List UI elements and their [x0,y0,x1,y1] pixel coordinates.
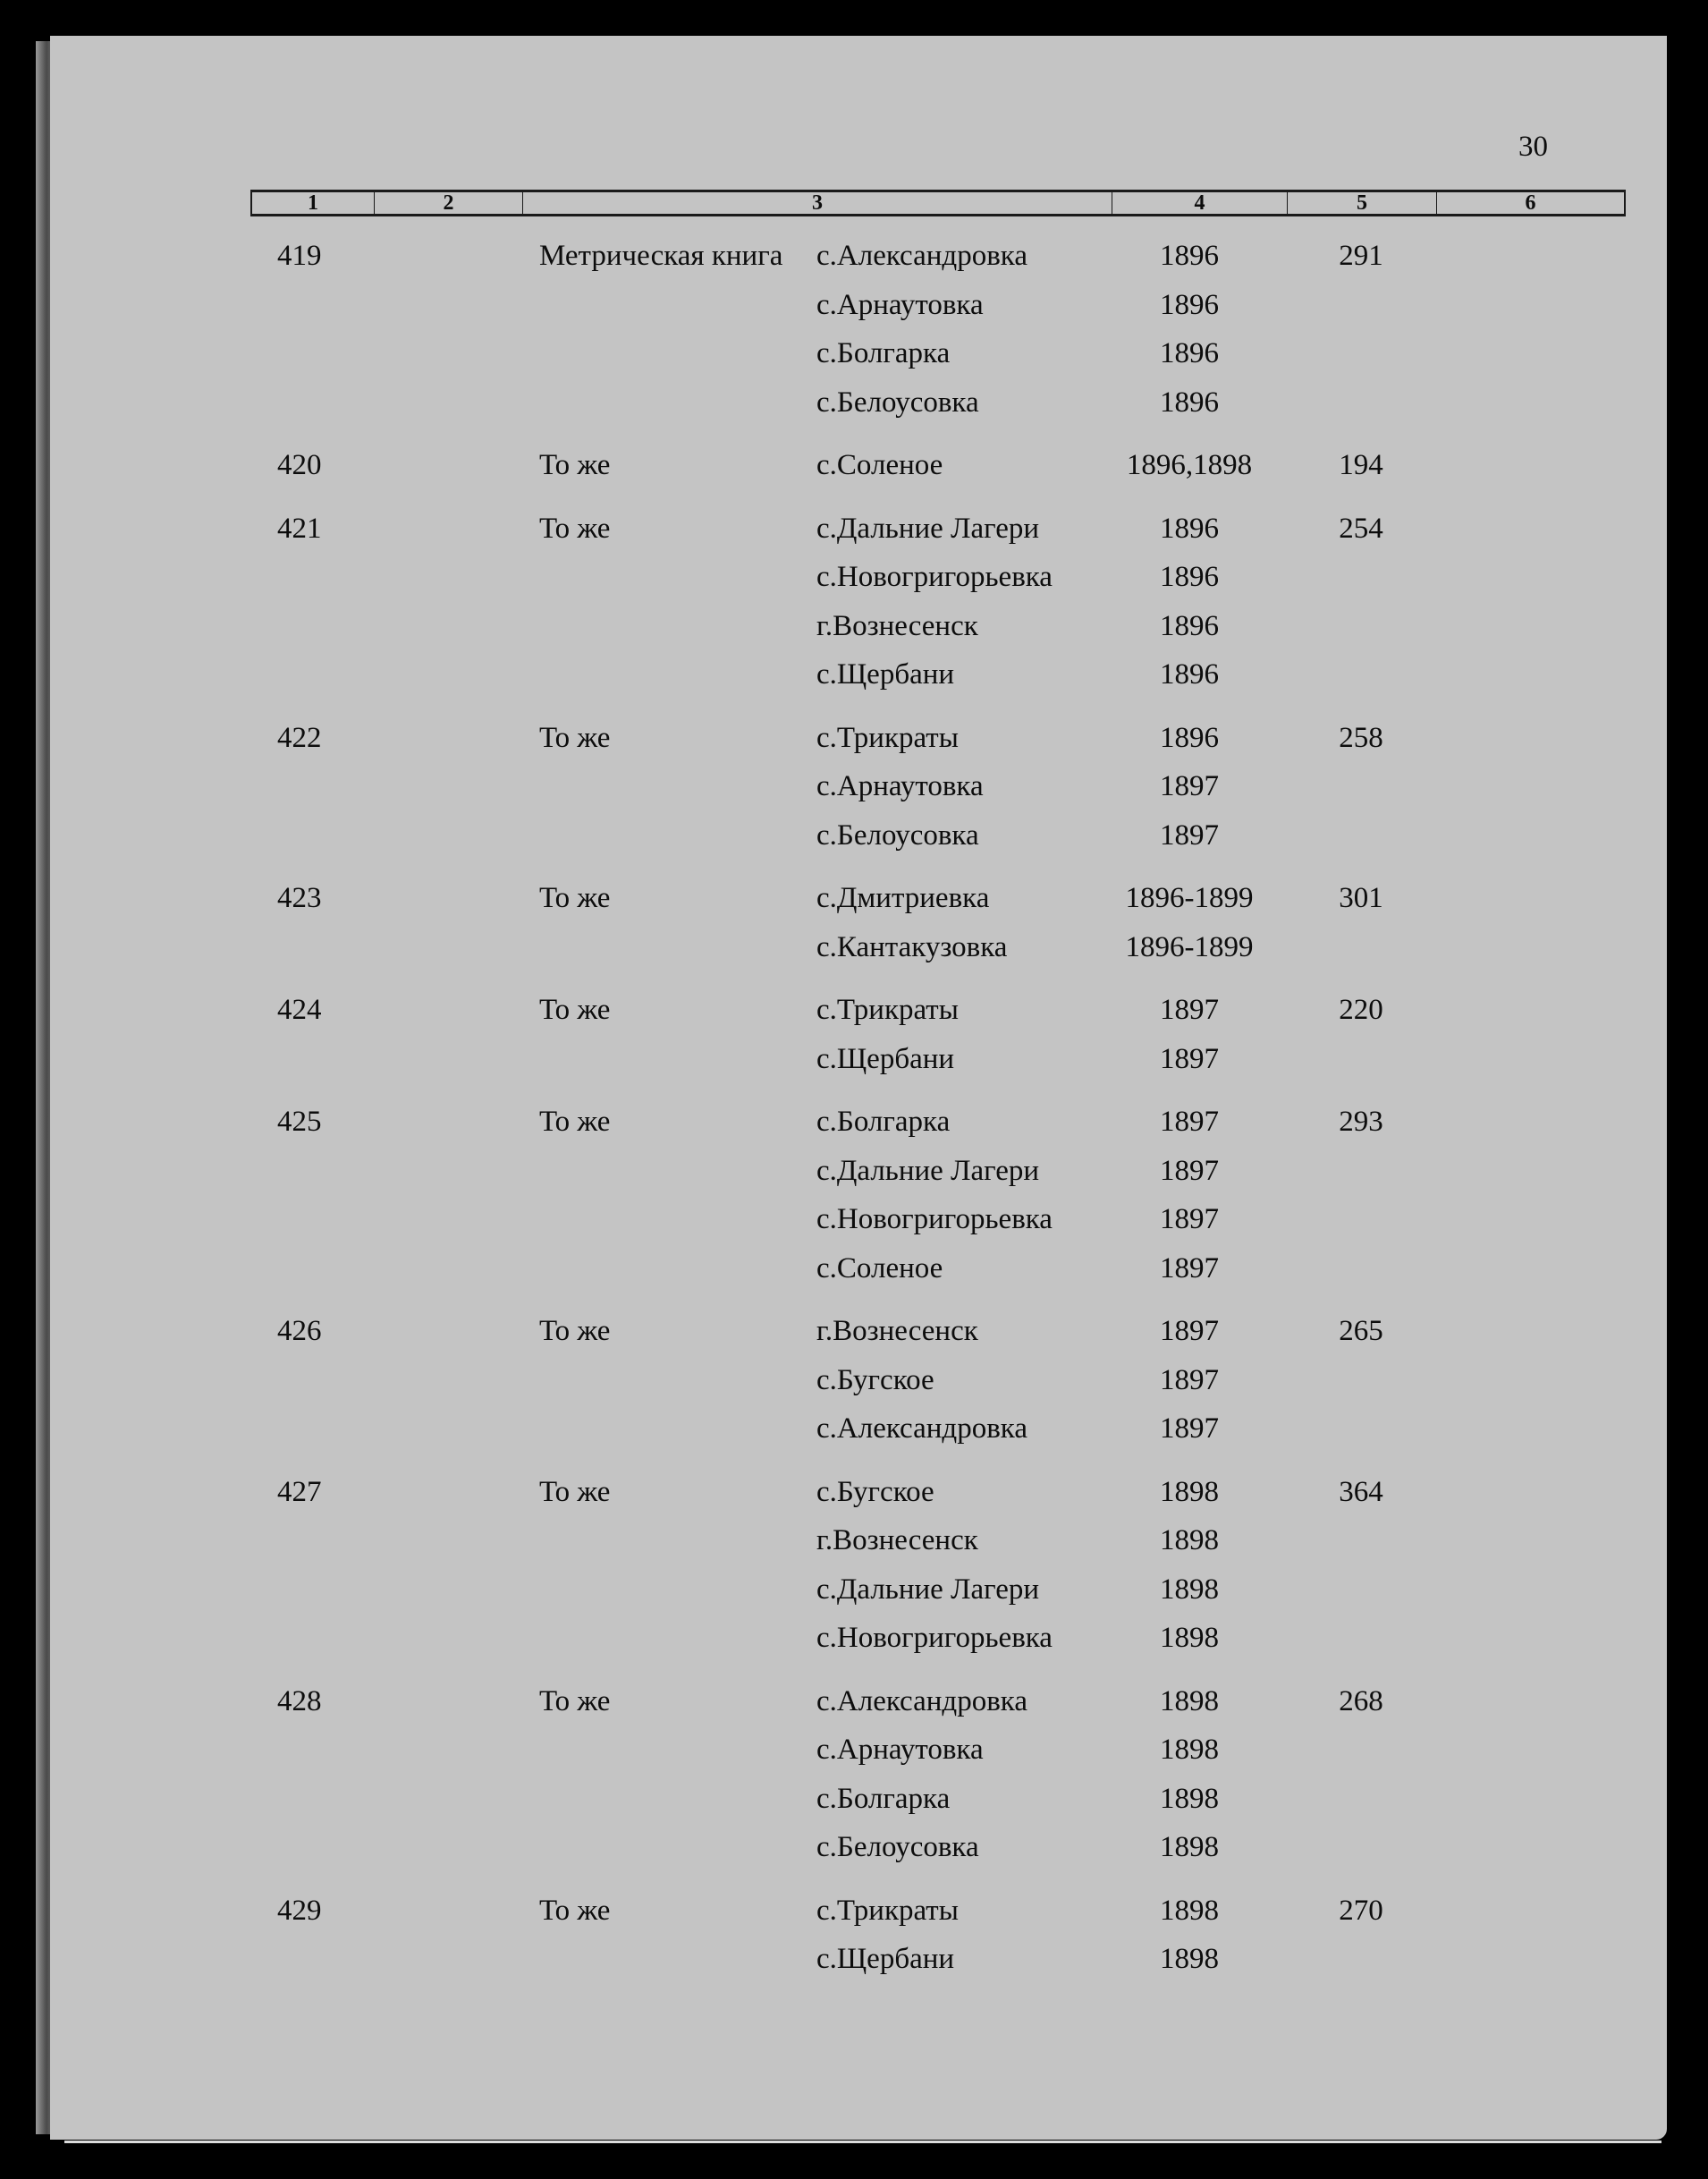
record-number: 419 [277,240,322,272]
entry-place: с.Александровка [816,1684,1027,1717]
column-header-5: 5 [1288,192,1437,214]
entry-place: с.Новогригорьевка [816,1622,1053,1654]
entry-year: 1897 [1160,1412,1219,1445]
entry-year: 1898 [1160,1524,1219,1556]
entry-place: с.Арнаутовка [816,1734,984,1766]
record-number: 424 [277,994,322,1026]
entry-year: 1898 [1160,1894,1219,1927]
entry-year: 1897 [1160,1251,1219,1285]
record-number: 429 [277,1894,322,1927]
entry-place: с.Новогригорьевка [816,561,1053,593]
entry-place: с.Новогригорьевка [816,1203,1053,1235]
entry-place: с.Щербани [816,1042,955,1075]
entry-place: с.Дальние Лагери [816,1154,1040,1187]
entry-place: с.Белоусовка [816,818,979,852]
record-type: То же [539,449,611,481]
entry-place: с.Трикраты [816,994,959,1026]
entry-year: 1896 [1160,386,1219,419]
record-sheet-count: 254 [1339,512,1383,545]
record-type: То же [539,1684,611,1717]
column-header-2: 2 [375,192,523,214]
record-type: То же [539,994,611,1026]
record-sheet-count: 270 [1339,1894,1383,1927]
entry-year: 1896-1899 [1125,930,1254,963]
entry-place: с.Болгарка [816,337,951,369]
entry-year: 1896 [1160,609,1219,642]
entry-place: с.Кантакузовка [816,930,1008,963]
entry-place: с.Бугское [816,1363,934,1396]
entry-year: 1898 [1160,1782,1219,1815]
entry-place: г.Вознесенск [816,609,978,642]
entry-place: с.Александровка [816,1412,1027,1445]
entry-year: 1897 [1160,818,1219,852]
entry-place: с.Белоусовка [816,386,979,419]
entry-year: 1897 [1160,770,1219,802]
record-number: 425 [277,1106,322,1138]
entry-year: 1897 [1160,1203,1219,1235]
entry-year: 1897 [1160,1042,1219,1075]
document-page [50,36,1667,2140]
record-number: 428 [277,1684,322,1717]
entry-year: 1897 [1160,1106,1219,1138]
record-number: 421 [277,512,322,545]
entry-place: с.Болгарка [816,1782,951,1815]
entry-year: 1896 [1160,240,1219,272]
column-header-3: 3 [523,192,1112,214]
record-sheet-count: 293 [1339,1106,1383,1138]
column-header-1: 1 [252,192,375,214]
entry-place: с.Дальние Лагери [816,1573,1040,1606]
entry-place: с.Трикраты [816,1894,959,1927]
record-sheet-count: 194 [1339,449,1383,481]
record-type: То же [539,512,611,545]
entry-place: с.Дальние Лагери [816,512,1040,545]
entry-year: 1897 [1160,1154,1219,1187]
record-type: То же [539,882,611,914]
record-type: То же [539,1106,611,1138]
record-type: То же [539,1894,611,1927]
record-type: То же [539,721,611,754]
record-sheet-count: 291 [1339,240,1383,272]
entry-place: с.Щербани [816,1943,955,1975]
entry-year: 1896 [1160,288,1219,321]
entry-year: 1896 [1160,512,1219,545]
entry-year: 1897 [1160,1363,1219,1396]
entry-year: 1896 [1160,561,1219,593]
entry-year: 1898 [1160,1573,1219,1606]
page-number: 30 [1518,131,1548,163]
record-type: То же [539,1475,611,1508]
entry-place: с.Арнаутовка [816,770,984,802]
record-number: 426 [277,1315,322,1347]
record-sheet-count: 258 [1339,721,1383,754]
entry-place: с.Соленое [816,1251,943,1285]
record-sheet-count: 301 [1339,882,1383,914]
entry-year: 1898 [1160,1831,1219,1863]
entry-year: 1898 [1160,1622,1219,1654]
record-type: То же [539,1315,611,1347]
entry-year: 1898 [1160,1684,1219,1717]
column-header-4: 4 [1112,192,1288,214]
entry-year: 1896 [1160,337,1219,369]
entry-year: 1896 [1160,658,1219,691]
entry-year: 1897 [1160,994,1219,1026]
entry-year: 1896 [1160,721,1219,754]
entry-place: с.Бугское [816,1475,934,1508]
entry-year: 1898 [1160,1734,1219,1766]
entry-year: 1896-1899 [1125,882,1254,914]
entry-place: с.Соленое [816,449,943,481]
record-number: 422 [277,721,322,754]
entry-place: г.Вознесенск [816,1315,978,1347]
entry-year: 1898 [1160,1475,1219,1508]
entry-place: с.Дмитриевка [816,882,990,914]
entry-year: 1896,1898 [1126,449,1253,481]
record-number: 420 [277,449,322,481]
entry-place: с.Щербани [816,658,955,691]
column-header-6: 6 [1525,191,1536,215]
entry-year: 1897 [1160,1315,1219,1347]
record-number: 427 [277,1475,322,1508]
entry-year: 1898 [1160,1943,1219,1975]
record-sheet-count: 364 [1339,1475,1383,1508]
record-sheet-count: 268 [1339,1684,1383,1717]
record-sheet-count: 265 [1339,1315,1383,1347]
entry-place: г.Вознесенск [816,1524,978,1556]
records-list [50,36,1667,2140]
entry-place: с.Болгарка [816,1106,951,1138]
entry-place: с.Александровка [816,240,1027,272]
record-type: Метрическая книга [539,240,783,272]
entry-place: с.Трикраты [816,721,959,754]
entry-place: с.Белоусовка [816,1831,979,1863]
record-sheet-count: 220 [1339,994,1383,1026]
entry-place: с.Арнаутовка [816,288,984,321]
record-number: 423 [277,882,322,914]
